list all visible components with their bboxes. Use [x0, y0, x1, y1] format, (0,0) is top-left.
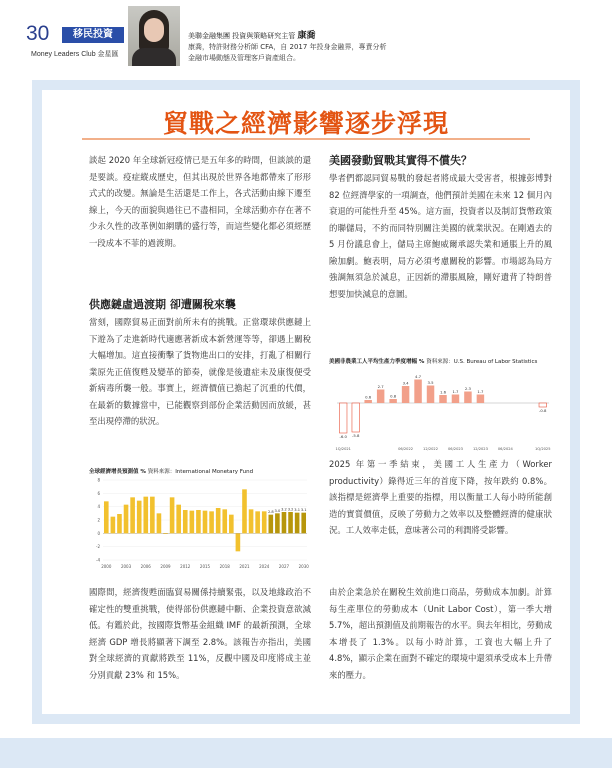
author-bio: 康喬，特許財務分析師 CFA，自 2017 年投身金融界，專責分析金融市場動態及管理客戶資產組合。	[188, 43, 387, 62]
bar	[389, 399, 396, 403]
bar	[377, 390, 384, 404]
bar-value-label: 1.7	[477, 389, 484, 394]
bar-value-label: 3.2	[287, 507, 294, 512]
bar	[124, 505, 129, 534]
bar-value-label: 1.6	[439, 389, 447, 395]
bar	[339, 403, 346, 433]
bar	[477, 395, 484, 404]
x-tick-label: 2000	[101, 564, 112, 569]
x-tick-label: 12/2022	[423, 447, 438, 451]
bar-value-label: 2.7	[377, 384, 384, 389]
y-tick-label: -2	[96, 544, 100, 550]
bar	[352, 403, 359, 432]
x-tick-label: 2003	[120, 564, 132, 569]
section2-paragraph: 學者們都認同貿易戰的發起者將成最大受害者，根據彭博對 82 位經濟學家的一項調查，他們預計美國在未來 12 個月內衰退的可能性升至 45%。這方面，投資者以及制訂貨幣政策的聯儲局，不約而同特別關注美國的就業狀況。在剛過去的 5 月份議息會上，儲局主席鮑威爾承認失業和通脹上升的風險加劇。鮑表明，局方必須考慮關稅的影響。市場認為局方強調無須急於減息，正因新的滯脹風險，剛好遺背了特朗普想要加快減息的意圖。	[329, 173, 552, 299]
y-tick-label: 2	[97, 517, 100, 523]
bar	[262, 511, 267, 533]
bar	[222, 509, 227, 533]
chart2-title: 美國非農業工人平均生產力季度增幅 % 資料來源：U.S. Bureau of Labor Statistics	[329, 359, 538, 365]
bar-value-label: 3.1	[294, 508, 300, 513]
bar-value-label: 3.4	[402, 380, 409, 386]
x-tick-label: 2021	[239, 564, 250, 569]
bar-value-label: 3.2	[281, 507, 287, 512]
bar	[216, 508, 221, 533]
y-tick-label: 4	[97, 504, 100, 510]
bar	[150, 497, 155, 534]
bar	[295, 513, 300, 534]
bar	[414, 380, 421, 404]
y-tick-label: 8	[97, 477, 100, 483]
author-line	[188, 28, 315, 41]
bar-value-label: 1.7	[452, 389, 459, 394]
bar	[255, 511, 260, 533]
section1-heading: 供應鏈虛過渡期 卻遭關稅來襲	[89, 298, 236, 311]
bar-value-label: 4.7	[415, 374, 422, 379]
bar	[249, 509, 254, 533]
y-tick-label: -4	[96, 557, 100, 563]
bar	[209, 511, 214, 533]
x-tick-label: 2018	[219, 564, 230, 569]
bar	[176, 505, 181, 534]
bar	[104, 501, 109, 533]
us-productivity-chart	[329, 365, 553, 452]
bar	[539, 403, 546, 407]
x-tick-label: 12/2023	[472, 447, 488, 451]
x-tick-label: 2024	[259, 564, 270, 569]
x-tick-label: 06/2023	[448, 447, 463, 451]
bar	[196, 510, 201, 533]
article-title: 貿戰之經濟影響逐步浮現	[162, 109, 449, 138]
chart1-title: 全球經濟增長預測值 % 資料來源：International Monetary Fund	[89, 469, 254, 475]
bar-value-label: 0.6	[365, 394, 372, 400]
bar	[282, 512, 287, 533]
bar-value-label: 0.8	[390, 393, 397, 399]
bar-value-label: 3.5	[427, 380, 434, 385]
bar	[183, 510, 188, 533]
bar-value-label: 2.8	[267, 510, 274, 515]
bar-value-label: -0.8	[539, 408, 547, 413]
x-tick-label: 06/2022	[398, 447, 414, 451]
bar	[439, 395, 446, 403]
club-label: Money Leaders Club 金星匯	[31, 51, 119, 58]
bar	[170, 497, 175, 533]
bar	[242, 489, 247, 533]
bar	[427, 386, 434, 404]
x-tick-label: 2012	[180, 564, 191, 569]
bar	[111, 517, 116, 534]
bar	[275, 513, 280, 533]
section2-paragraph-2: 2025 年第一季結束，美國工人生產力（Worker productivity）錄得近三年的首度下降，按年跌約 0.8%。該指標是經濟學上重要的指標，用以衡量工人每小時所能創造的實質價值，反映了勞動力之效率以及整體經濟的健康狀況。工人效率走低，意味著公司的利潤將受影響。	[329, 459, 552, 535]
bar-value-label: -6.0	[339, 434, 347, 439]
bar	[464, 392, 471, 404]
intro-paragraph: 談起 2020 年全球新冠疫情已是五年多的時間，但談談的還是要談。疫症縱成歷史，但其出現於世界各地都帶來了形形式式的改變。無論是生活還是工作上，各式活動由線下遷至線上，今天的面貌與過往已不盡相同，全球活動亦存在著不少永久性的改革例如網購的盛行等，而這些變化都必須經歷一段成本不菲的過渡期。	[89, 155, 311, 248]
page-number: 30	[26, 22, 50, 45]
bar	[269, 515, 274, 534]
y-tick-label: 6	[97, 490, 100, 496]
bar	[288, 512, 293, 533]
bar	[143, 497, 148, 534]
bar	[236, 533, 241, 551]
y-tick-label: 0	[97, 530, 100, 536]
x-tick-label: 1Q/2021	[335, 447, 351, 451]
bar	[452, 395, 459, 404]
section2-heading: 美國發動貿戰其實得不償失？	[329, 154, 472, 167]
bar	[163, 533, 168, 534]
bar	[157, 513, 162, 533]
x-tick-label: 06/2024	[497, 447, 513, 451]
title-divider	[82, 138, 530, 140]
footer-band	[0, 738, 612, 768]
bar	[130, 497, 135, 533]
page-header	[0, 0, 612, 72]
x-tick-label: 2006	[140, 564, 151, 569]
bar	[137, 501, 142, 534]
bar	[364, 400, 371, 403]
x-tick-label: 2009	[160, 564, 171, 569]
bar-value-label: 2.3	[464, 386, 471, 391]
bar-value-label: -5.8	[351, 433, 360, 438]
section1-paragraph: 當刻，國際貿易正面對前所未有的挑戰。正當環球供應鏈上下遊為了走進新時代適應著新成本新營運等等，卻遇上關稅大幅增加。這直接衝擊了貨物進出口的安排，打亂了相關行業原先正值復甦及變革的節奏，就像是後遺症未及康復便受新病毒所襲一般。事實上，經濟價值已擔起了沉重的代價，在最新的數據當中，已能觀察到部份企業活動因而放緩，甚至出現停滯的狀況。	[89, 317, 311, 426]
x-tick-label: 2030	[298, 564, 309, 569]
bar	[229, 515, 234, 534]
author-name: 康喬	[297, 31, 316, 41]
x-tick-label: 1Q/2025	[535, 447, 551, 451]
author-title: 美聯金融集團 投資與策略研究主管	[188, 32, 296, 40]
bar	[117, 514, 122, 533]
author-photo	[128, 6, 180, 66]
bar-value-label: 3.0	[274, 508, 281, 513]
bar	[301, 513, 306, 534]
bar	[190, 511, 195, 534]
global-gdp-chart	[89, 474, 313, 574]
x-tick-label: 2027	[278, 564, 290, 569]
section1-paragraph-2: 國際間，經濟復甦面臨貿易關係持續緊張，以及地緣政治不確定性的雙重挑戰，使得部份供應鏈中斷、企業投資意欲減低。有鑑於此，按國際貨幣基金組織 IMF 的最新預測，全球經濟 GDP 增長將顯著下調至 2.8%。該報告亦指出，美國對全球經濟的貢獻將跌至 11%，反觀中國及印度將成主並分別貢獻 23% 和 15%。	[89, 587, 311, 680]
bar	[203, 511, 208, 534]
section2-paragraph-3: 由於企業急於在關稅生效前進口商品，勞動成本加劇。計算每生產單位的勞動成本（Unit Labor Cost），第一季大增 5.7%，超出預測值及前期報告的水平。與去年相比，勞動成本增長了 1.3%。以每小時計算，工資也大幅上升了 4.8%，顯示企業在面對不確定的環境中還須承受成本上升帶來的壓力。	[329, 587, 552, 680]
bar	[402, 386, 409, 403]
x-tick-label: 2015	[199, 564, 211, 569]
bar-value-label: 3.1	[300, 508, 307, 513]
section-tab: 移民投資	[62, 27, 124, 43]
